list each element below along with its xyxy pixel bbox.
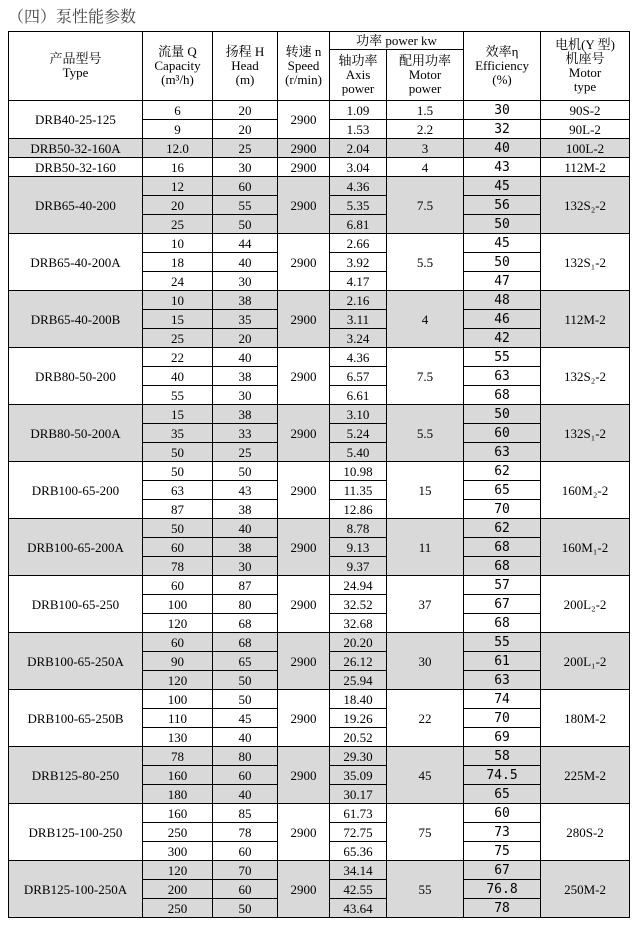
axis-power-cell: 3.11 (330, 310, 387, 329)
axis-power-cell: 26.12 (330, 652, 387, 671)
efficiency-cell: 58 (464, 747, 541, 766)
efficiency-cell: 65 (464, 481, 541, 500)
efficiency-cell: 68 (464, 538, 541, 557)
efficiency-cell: 50 (464, 215, 541, 234)
header-axis-power: 轴功率 Axis power (330, 50, 387, 101)
table-row (9, 861, 630, 880)
motor-type-cell: 132S₁-2 (541, 405, 630, 462)
speed-cell: 2900 (278, 158, 330, 177)
axis-power-cell: 2.66 (330, 234, 387, 253)
efficiency-cell: 63 (464, 671, 541, 690)
head-cell: 38 (213, 538, 278, 557)
head-cell: 33 (213, 424, 278, 443)
head-cell: 65 (213, 652, 278, 671)
motor-type-cell: 90L-2 (541, 120, 630, 139)
efficiency-cell: 45 (464, 234, 541, 253)
motor-type-cell: 200L₂-2 (541, 576, 630, 633)
capacity-cell: 10 (143, 291, 213, 310)
head-cell: 20 (213, 101, 278, 120)
speed-cell: 2900 (278, 861, 330, 918)
efficiency-cell: 40 (464, 139, 541, 158)
axis-power-cell: 2.16 (330, 291, 387, 310)
axis-power-cell: 32.68 (330, 614, 387, 633)
head-cell: 40 (213, 348, 278, 367)
capacity-cell: 63 (143, 481, 213, 500)
speed-cell: 2900 (278, 348, 330, 405)
axis-power-cell: 19.26 (330, 709, 387, 728)
efficiency-cell: 60 (464, 804, 541, 823)
axis-power-cell: 12.86 (330, 500, 387, 519)
model-cell: DRB100-65-200A (9, 519, 143, 576)
table-row (9, 633, 630, 652)
axis-power-cell: 4.17 (330, 272, 387, 291)
model-cell: DRB100-65-250A (9, 633, 143, 690)
axis-power-cell: 20.52 (330, 728, 387, 747)
capacity-cell: 200 (143, 880, 213, 899)
header-power: 功率 power kw (330, 32, 464, 50)
section-title: （四）泵性能参数 (8, 7, 137, 26)
table-row (9, 405, 630, 424)
efficiency-cell: 30 (464, 101, 541, 120)
head-cell: 50 (213, 462, 278, 481)
capacity-cell: 50 (143, 462, 213, 481)
capacity-cell: 22 (143, 348, 213, 367)
capacity-cell: 18 (143, 253, 213, 272)
capacity-cell: 60 (143, 576, 213, 595)
axis-power-cell: 29.30 (330, 747, 387, 766)
efficiency-cell: 42 (464, 329, 541, 348)
model-cell: DRB80-50-200 (9, 348, 143, 405)
axis-power-cell: 2.04 (330, 139, 387, 158)
model-cell: DRB80-50-200A (9, 405, 143, 462)
capacity-cell: 90 (143, 652, 213, 671)
motor-power-cell: 45 (387, 747, 464, 804)
efficiency-cell: 48 (464, 291, 541, 310)
efficiency-cell: 32 (464, 120, 541, 139)
head-cell: 78 (213, 823, 278, 842)
pump-group (9, 158, 630, 177)
head-cell: 35 (213, 310, 278, 329)
header-efficiency: 效率η Efficiency (%) (464, 32, 541, 101)
pump-group (9, 633, 630, 690)
axis-power-cell: 6.57 (330, 367, 387, 386)
pump-performance-table (8, 31, 630, 918)
motor-type-cell: 132S₂-2 (541, 177, 630, 234)
table-row (9, 101, 630, 120)
motor-power-cell: 15 (387, 462, 464, 519)
capacity-cell: 60 (143, 633, 213, 652)
efficiency-cell: 75 (464, 842, 541, 861)
table-row (9, 158, 630, 177)
head-cell: 60 (213, 842, 278, 861)
axis-power-cell: 3.24 (330, 329, 387, 348)
capacity-cell: 100 (143, 690, 213, 709)
head-cell: 87 (213, 576, 278, 595)
axis-power-cell: 4.36 (330, 177, 387, 196)
table-row (9, 804, 630, 823)
efficiency-cell: 62 (464, 519, 541, 538)
head-cell: 40 (213, 253, 278, 272)
axis-power-cell: 30.17 (330, 785, 387, 804)
axis-power-cell: 72.75 (330, 823, 387, 842)
capacity-cell: 120 (143, 614, 213, 633)
motor-type-cell: 160M₂-2 (541, 462, 630, 519)
efficiency-cell: 61 (464, 652, 541, 671)
head-cell: 38 (213, 500, 278, 519)
capacity-cell: 78 (143, 557, 213, 576)
axis-power-cell: 3.04 (330, 158, 387, 177)
model-cell: DRB100-65-250B (9, 690, 143, 747)
motor-type-cell: 225M-2 (541, 747, 630, 804)
model-cell: DRB40-25-125 (9, 101, 143, 139)
efficiency-cell: 63 (464, 367, 541, 386)
motor-power-cell: 37 (387, 576, 464, 633)
axis-power-cell: 3.10 (330, 405, 387, 424)
table-row (9, 519, 630, 538)
table-header (9, 32, 630, 101)
head-cell: 60 (213, 177, 278, 196)
table-row (9, 690, 630, 709)
capacity-cell: 250 (143, 899, 213, 918)
speed-cell: 2900 (278, 101, 330, 139)
motor-power-cell: 75 (387, 804, 464, 861)
speed-cell: 2900 (278, 462, 330, 519)
head-cell: 68 (213, 633, 278, 652)
capacity-cell: 50 (143, 443, 213, 462)
capacity-cell: 160 (143, 766, 213, 785)
pump-group (9, 139, 630, 158)
speed-cell: 2900 (278, 576, 330, 633)
model-cell: DRB125-80-250 (9, 747, 143, 804)
head-cell: 50 (213, 690, 278, 709)
efficiency-cell: 73 (464, 823, 541, 842)
head-cell: 43 (213, 481, 278, 500)
header-capacity: 流量 Q Capacity (m³/h) (143, 32, 213, 101)
axis-power-cell: 9.37 (330, 557, 387, 576)
model-cell: DRB125-100-250A (9, 861, 143, 918)
head-cell: 40 (213, 519, 278, 538)
table-row (9, 234, 630, 253)
table-row (9, 747, 630, 766)
table-row (9, 177, 630, 196)
efficiency-cell: 57 (464, 576, 541, 595)
motor-power-cell: 3 (387, 139, 464, 158)
capacity-cell: 6 (143, 101, 213, 120)
table-row (9, 139, 630, 158)
head-cell: 45 (213, 709, 278, 728)
motor-power-cell: 4 (387, 158, 464, 177)
capacity-cell: 100 (143, 595, 213, 614)
efficiency-cell: 68 (464, 557, 541, 576)
axis-power-cell: 3.92 (330, 253, 387, 272)
head-cell: 60 (213, 766, 278, 785)
head-cell: 50 (213, 671, 278, 690)
motor-type-cell: 100L-2 (541, 139, 630, 158)
motor-power-cell: 2.2 (387, 120, 464, 139)
pump-group (9, 291, 630, 348)
speed-cell: 2900 (278, 291, 330, 348)
table-row (9, 291, 630, 310)
efficiency-cell: 74.5 (464, 766, 541, 785)
speed-cell: 2900 (278, 747, 330, 804)
model-cell: DRB50-32-160 (9, 158, 143, 177)
capacity-cell: 12.0 (143, 139, 213, 158)
axis-power-cell: 34.14 (330, 861, 387, 880)
head-cell: 50 (213, 899, 278, 918)
pump-group (9, 348, 630, 405)
capacity-cell: 12 (143, 177, 213, 196)
efficiency-cell: 50 (464, 253, 541, 272)
efficiency-cell: 62 (464, 462, 541, 481)
efficiency-cell: 78 (464, 899, 541, 918)
efficiency-cell: 47 (464, 272, 541, 291)
capacity-cell: 60 (143, 538, 213, 557)
motor-type-cell: 280S-2 (541, 804, 630, 861)
capacity-cell: 24 (143, 272, 213, 291)
head-cell: 20 (213, 120, 278, 139)
efficiency-cell: 68 (464, 386, 541, 405)
model-cell: DRB65-40-200B (9, 291, 143, 348)
capacity-cell: 160 (143, 804, 213, 823)
axis-power-cell: 35.09 (330, 766, 387, 785)
capacity-cell: 25 (143, 215, 213, 234)
head-cell: 38 (213, 291, 278, 310)
efficiency-cell: 70 (464, 500, 541, 519)
capacity-cell: 9 (143, 120, 213, 139)
model-cell: DRB125-100-250 (9, 804, 143, 861)
head-cell: 50 (213, 215, 278, 234)
pump-group (9, 519, 630, 576)
capacity-cell: 55 (143, 386, 213, 405)
motor-type-cell: 250M-2 (541, 861, 630, 918)
axis-power-cell: 24.94 (330, 576, 387, 595)
capacity-cell: 180 (143, 785, 213, 804)
capacity-cell: 120 (143, 671, 213, 690)
header-motor-type: 电机(Y 型) 机座号 Motor type (541, 32, 630, 101)
axis-power-cell: 6.61 (330, 386, 387, 405)
efficiency-cell: 55 (464, 348, 541, 367)
efficiency-cell: 67 (464, 595, 541, 614)
axis-power-cell: 25.94 (330, 671, 387, 690)
capacity-cell: 110 (143, 709, 213, 728)
motor-power-cell: 7.5 (387, 348, 464, 405)
model-cell: DRB65-40-200A (9, 234, 143, 291)
head-cell: 40 (213, 728, 278, 747)
motor-power-cell: 1.5 (387, 101, 464, 120)
efficiency-cell: 56 (464, 196, 541, 215)
pump-group (9, 462, 630, 519)
axis-power-cell: 5.35 (330, 196, 387, 215)
motor-power-cell: 30 (387, 633, 464, 690)
motor-power-cell: 5.5 (387, 405, 464, 462)
head-cell: 25 (213, 139, 278, 158)
axis-power-cell: 4.36 (330, 348, 387, 367)
head-cell: 80 (213, 595, 278, 614)
capacity-cell: 50 (143, 519, 213, 538)
axis-power-cell: 65.36 (330, 842, 387, 861)
axis-power-cell: 1.53 (330, 120, 387, 139)
head-cell: 55 (213, 196, 278, 215)
capacity-cell: 10 (143, 234, 213, 253)
capacity-cell: 250 (143, 823, 213, 842)
motor-type-cell: 132S₂-2 (541, 348, 630, 405)
motor-power-cell: 55 (387, 861, 464, 918)
pump-group (9, 405, 630, 462)
axis-power-cell: 10.98 (330, 462, 387, 481)
table-row (9, 348, 630, 367)
head-cell: 68 (213, 614, 278, 633)
pump-group (9, 177, 630, 234)
efficiency-cell: 43 (464, 158, 541, 177)
axis-power-cell: 8.78 (330, 519, 387, 538)
motor-power-cell: 7.5 (387, 177, 464, 234)
axis-power-cell: 5.24 (330, 424, 387, 443)
head-cell: 30 (213, 272, 278, 291)
motor-type-cell: 90S-2 (541, 101, 630, 120)
efficiency-cell: 63 (464, 443, 541, 462)
efficiency-cell: 74 (464, 690, 541, 709)
head-cell: 38 (213, 405, 278, 424)
efficiency-cell: 76.8 (464, 880, 541, 899)
motor-power-cell: 4 (387, 291, 464, 348)
axis-power-cell: 61.73 (330, 804, 387, 823)
head-cell: 38 (213, 367, 278, 386)
motor-power-cell: 22 (387, 690, 464, 747)
speed-cell: 2900 (278, 804, 330, 861)
capacity-cell: 15 (143, 310, 213, 329)
axis-power-cell: 18.40 (330, 690, 387, 709)
head-cell: 40 (213, 785, 278, 804)
head-cell: 80 (213, 747, 278, 766)
header-model: 产品型号 Type (9, 32, 143, 101)
axis-power-cell: 20.20 (330, 633, 387, 652)
speed-cell: 2900 (278, 234, 330, 291)
efficiency-cell: 70 (464, 709, 541, 728)
pump-group (9, 804, 630, 861)
efficiency-cell: 60 (464, 424, 541, 443)
table-row (9, 462, 630, 481)
capacity-cell: 35 (143, 424, 213, 443)
efficiency-cell: 67 (464, 861, 541, 880)
head-cell: 20 (213, 329, 278, 348)
efficiency-cell: 45 (464, 177, 541, 196)
speed-cell: 2900 (278, 690, 330, 747)
table-row (9, 576, 630, 595)
capacity-cell: 120 (143, 861, 213, 880)
efficiency-cell: 46 (464, 310, 541, 329)
axis-power-cell: 1.09 (330, 101, 387, 120)
axis-power-cell: 32.52 (330, 595, 387, 614)
capacity-cell: 15 (143, 405, 213, 424)
axis-power-cell: 43.64 (330, 899, 387, 918)
speed-cell: 2900 (278, 633, 330, 690)
pump-group (9, 747, 630, 804)
motor-type-cell: 180M-2 (541, 690, 630, 747)
head-cell: 44 (213, 234, 278, 253)
axis-power-cell: 9.13 (330, 538, 387, 557)
head-cell: 30 (213, 557, 278, 576)
motor-type-cell: 112M-2 (541, 158, 630, 177)
pump-group (9, 690, 630, 747)
head-cell: 85 (213, 804, 278, 823)
efficiency-cell: 55 (464, 633, 541, 652)
head-cell: 30 (213, 158, 278, 177)
efficiency-cell: 68 (464, 614, 541, 633)
motor-type-cell: 132S₁-2 (541, 234, 630, 291)
axis-power-cell: 6.81 (330, 215, 387, 234)
model-cell: DRB100-65-200 (9, 462, 143, 519)
header-speed: 转速 n Speed (r/min) (278, 32, 330, 101)
head-cell: 60 (213, 880, 278, 899)
model-cell: DRB50-32-160A (9, 139, 143, 158)
pump-group (9, 576, 630, 633)
capacity-cell: 20 (143, 196, 213, 215)
motor-type-cell: 200L₁-2 (541, 633, 630, 690)
efficiency-cell: 50 (464, 405, 541, 424)
efficiency-cell: 65 (464, 785, 541, 804)
model-cell: DRB100-65-250 (9, 576, 143, 633)
pump-group (9, 861, 630, 918)
capacity-cell: 130 (143, 728, 213, 747)
pump-group (9, 234, 630, 291)
capacity-cell: 40 (143, 367, 213, 386)
speed-cell: 2900 (278, 405, 330, 462)
capacity-cell: 87 (143, 500, 213, 519)
head-cell: 30 (213, 386, 278, 405)
motor-type-cell: 160M₁-2 (541, 519, 630, 576)
capacity-cell: 16 (143, 158, 213, 177)
pump-group (9, 101, 630, 139)
axis-power-cell: 11.35 (330, 481, 387, 500)
axis-power-cell: 5.40 (330, 443, 387, 462)
header-motor-power: 配用功率 Motor power (387, 50, 464, 101)
model-cell: DRB65-40-200 (9, 177, 143, 234)
efficiency-cell: 69 (464, 728, 541, 747)
speed-cell: 2900 (278, 177, 330, 234)
speed-cell: 2900 (278, 519, 330, 576)
motor-power-cell: 11 (387, 519, 464, 576)
motor-power-cell: 5.5 (387, 234, 464, 291)
speed-cell: 2900 (278, 139, 330, 158)
head-cell: 70 (213, 861, 278, 880)
motor-type-cell: 112M-2 (541, 291, 630, 348)
capacity-cell: 300 (143, 842, 213, 861)
axis-power-cell: 42.55 (330, 880, 387, 899)
header-head: 扬程 H Head (m) (213, 32, 278, 101)
head-cell: 25 (213, 443, 278, 462)
capacity-cell: 78 (143, 747, 213, 766)
capacity-cell: 25 (143, 329, 213, 348)
